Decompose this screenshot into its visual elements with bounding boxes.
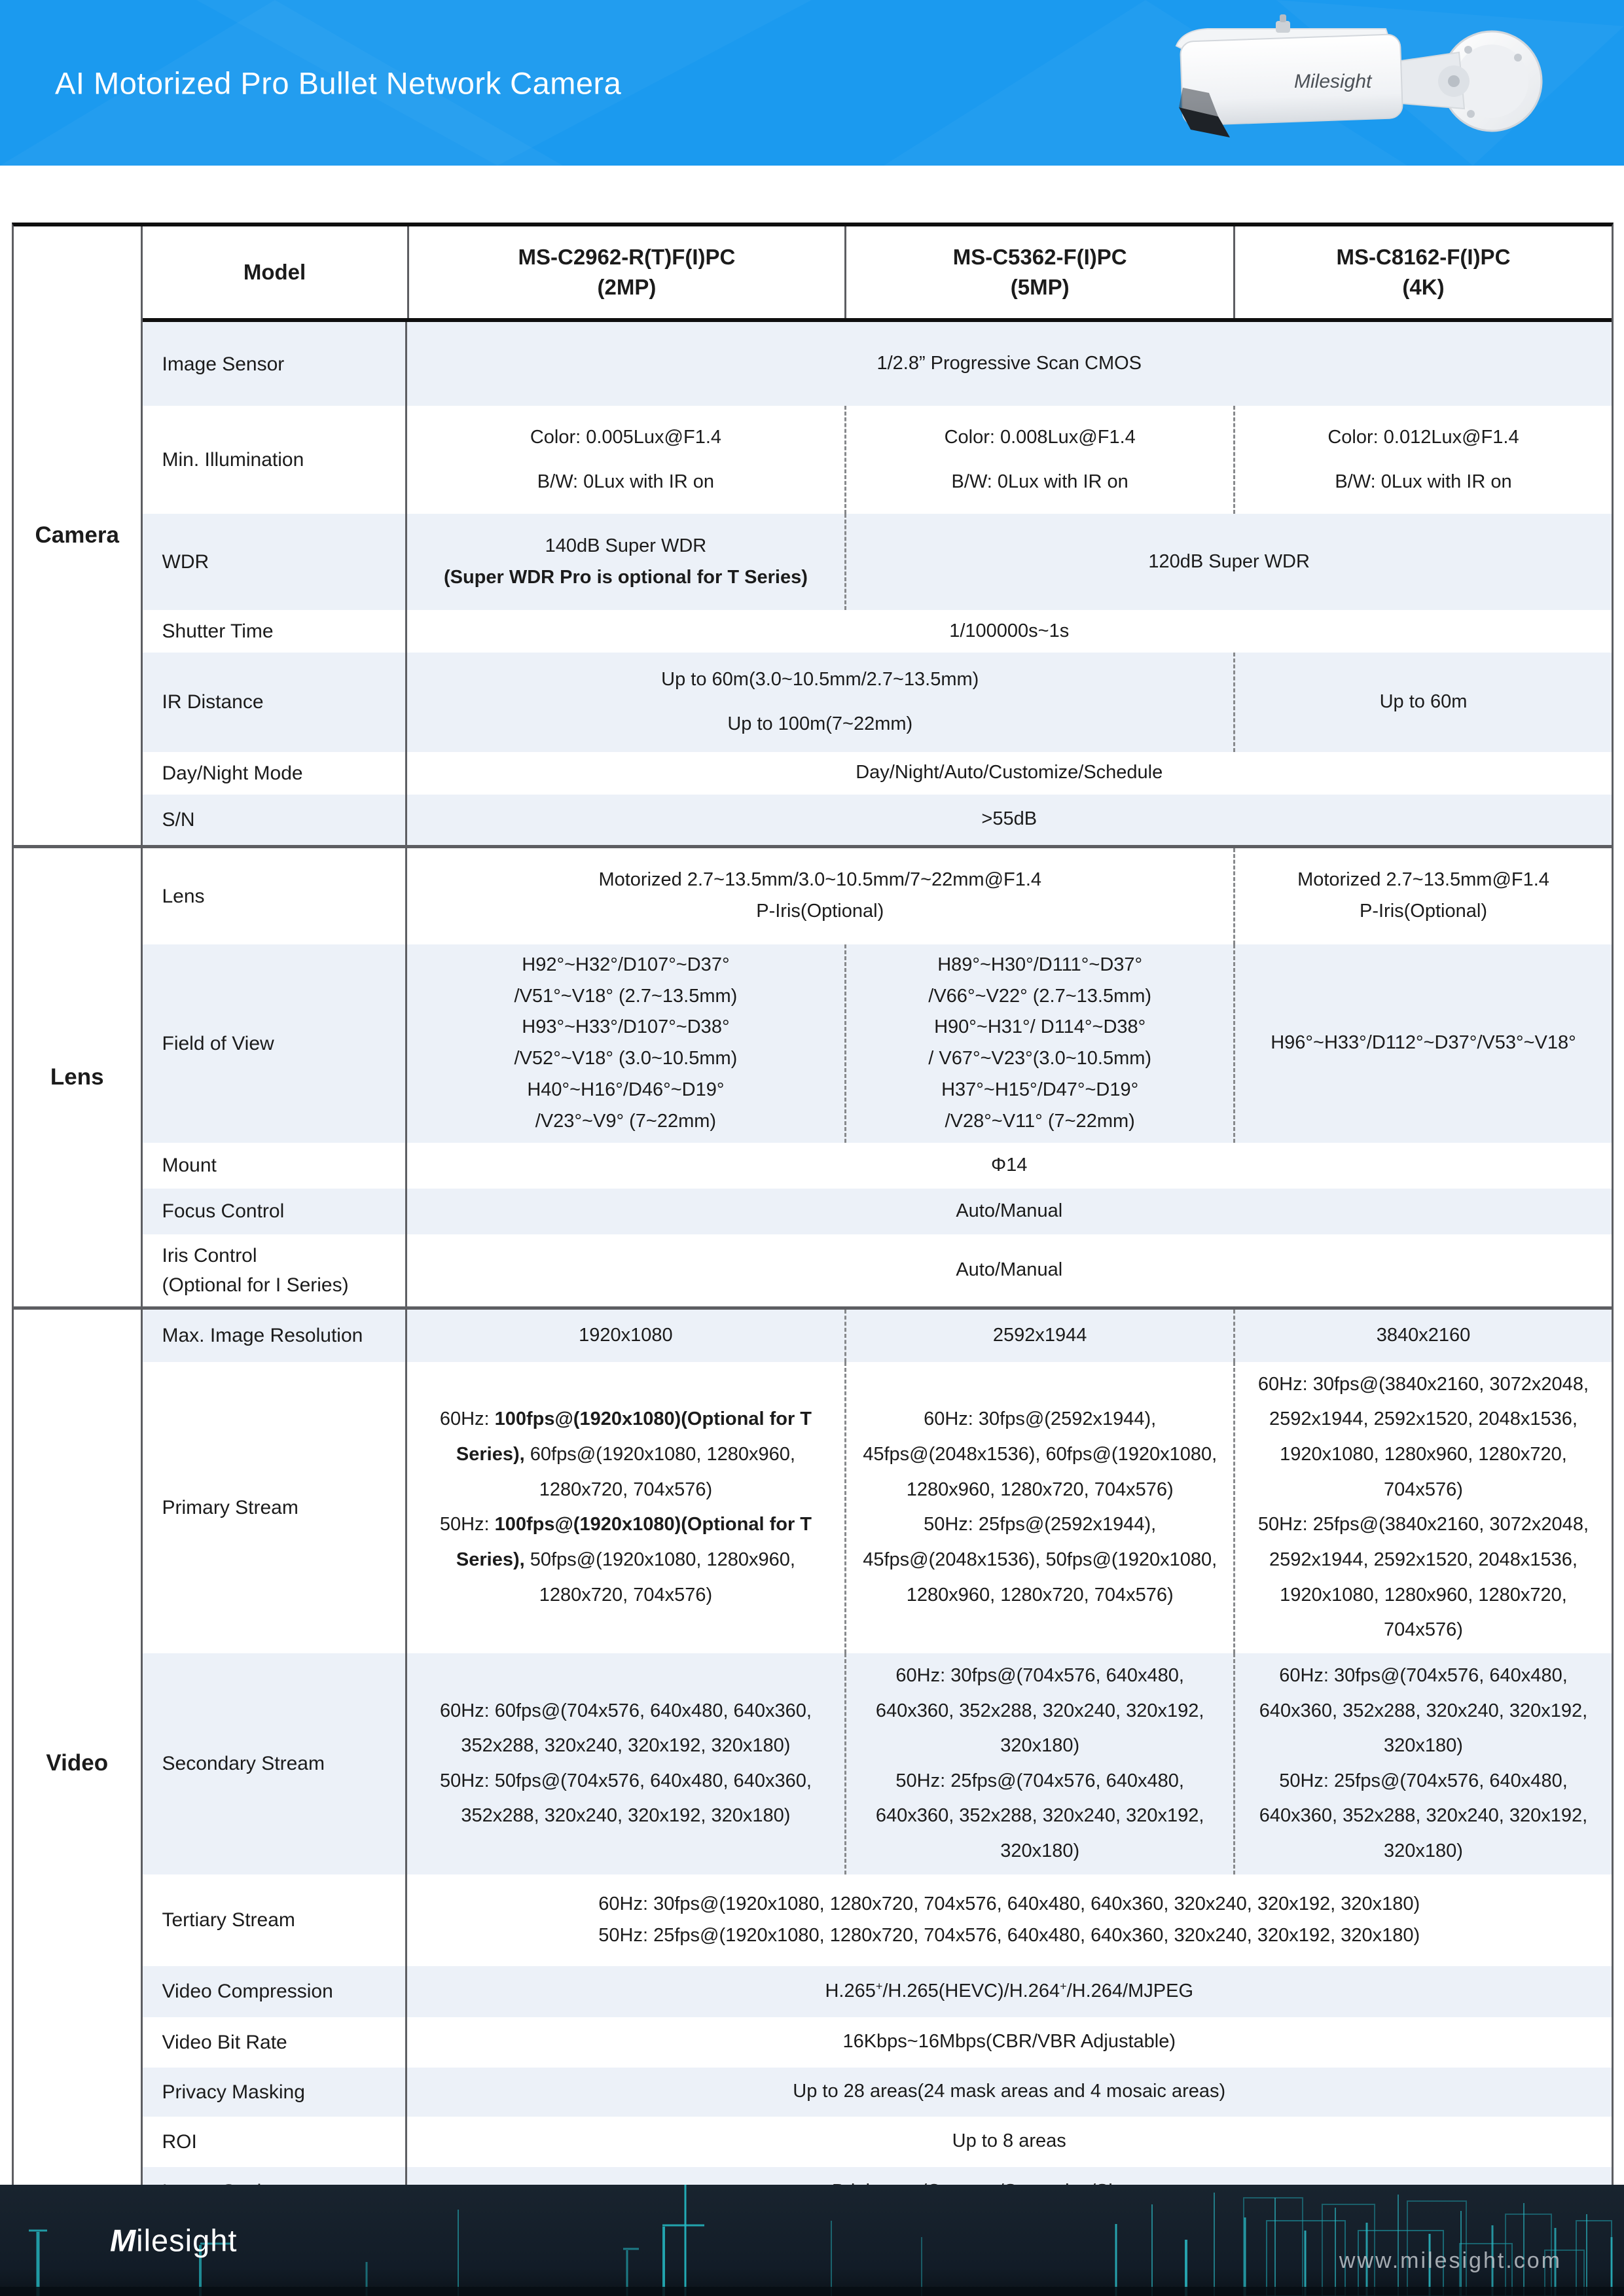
spec-value: 60Hz: 30fps@(704x576, 640x480, 640x360, 352x288, 320x240, 320x192, 320x180) 50Hz: 25fps@(704x576, 640x480, 640x360, 352x288, 320x240, 320x192, 320x180) bbox=[844, 1653, 1233, 1874]
spec-value: Motorized 2.7~13.5mm@F1.4 P-Iris(Optional) bbox=[1233, 848, 1612, 944]
spec-value: 60Hz: 30fps@(1920x1080, 1280x720, 704x576, 640x480, 640x360, 320x240, 320x192, 320x180) 50Hz: 25fps@(1920x1080, 1280x720, 704x576, 640x480, 640x360, 320x240, 320x192, 320x180) bbox=[598, 1893, 1420, 1946]
spec-row bbox=[143, 1874, 1612, 1966]
spec-label: Privacy Masking bbox=[143, 2068, 407, 2117]
section-camera bbox=[14, 226, 1612, 845]
spec-value: Auto/Manual bbox=[956, 1259, 1063, 1280]
spec-row bbox=[143, 1143, 1612, 1189]
spec-value: 2592x1944 bbox=[844, 1310, 1233, 1362]
spec-value: 1920x1080 bbox=[579, 1324, 673, 1346]
spec-label: IR Distance bbox=[143, 653, 407, 752]
spec-value: 1/100000s~1s bbox=[949, 620, 1070, 641]
spec-label: Focus Control bbox=[143, 1189, 407, 1234]
spec-value: Auto/Manual bbox=[956, 1200, 1063, 1221]
spec-value: Up to 28 areas(24 mask areas and 4 mosaic areas) bbox=[793, 2081, 1226, 2102]
section-lens-rows bbox=[143, 848, 1612, 1306]
section-label-video: Video bbox=[14, 1310, 143, 2217]
spec-label: Video Compression bbox=[143, 1966, 407, 2017]
spec-row bbox=[143, 1966, 1612, 2017]
spec-label: Shutter Time bbox=[143, 610, 407, 653]
section-video-rows bbox=[143, 1310, 1612, 2217]
camera-body-brand-text: Milesight bbox=[1294, 71, 1372, 92]
spec-label: Field of View bbox=[143, 944, 407, 1143]
spec-label: Min. Illumination bbox=[143, 406, 407, 514]
model-name: MS-C5362-F(I)PC bbox=[952, 244, 1127, 269]
spec-row bbox=[143, 653, 1612, 752]
section-camera-rows bbox=[143, 226, 1612, 845]
spec-value: Color: 0.008Lux@F1.4 B/W: 0Lux with IR on bbox=[844, 406, 1233, 514]
spec-row bbox=[143, 2017, 1612, 2068]
spec-value: 60Hz: 100fps@(1920x1080)(Optional for T Series), 60fps@(1920x1080, 1280x960, 1280x720, 704x576) 50Hz: 100fps@(1920x1080)(Optional for T Series), 50fps@(1920x1080, 1280x960, 1280x720, 704x576) bbox=[439, 1408, 812, 1605]
spec-row bbox=[143, 1310, 1612, 1362]
spec-row bbox=[143, 514, 1612, 610]
spec-row bbox=[143, 610, 1612, 653]
spec-value: Up to 8 areas bbox=[952, 2130, 1066, 2152]
spec-row bbox=[143, 752, 1612, 795]
spec-value: >55dB bbox=[981, 808, 1038, 830]
spec-value: Day/Night/Auto/Customize/Schedule bbox=[856, 762, 1163, 783]
spec-label: Iris Control (Optional for I Series) bbox=[143, 1234, 407, 1306]
spec-value: 140dB Super WDR (Super WDR Pro is optional for T Series) bbox=[443, 535, 808, 588]
spec-row bbox=[143, 1189, 1612, 1234]
model-variant: (2MP) bbox=[597, 275, 657, 299]
website-url[interactable]: www.milesight.com bbox=[1339, 2248, 1562, 2273]
spec-value: H92°~H32°/D107°~D37° /V51°~V18° (2.7~13.5mm) H93°~H33°/D107°~D38° /V52°~V18° (3.0~10.5mm) H40°~H16°/D46°~D19° /V23°~V9° (7~22mm) bbox=[514, 954, 738, 1132]
spec-value: 16Kbps~16Mbps(CBR/VBR Adjustable) bbox=[842, 2031, 1176, 2053]
spec-table bbox=[12, 223, 1614, 2219]
footer-brand-logo: Milesight bbox=[110, 2223, 238, 2258]
spec-row bbox=[143, 1234, 1612, 1306]
spec-label: S/N bbox=[143, 795, 407, 845]
table-header-row bbox=[143, 226, 1612, 322]
spec-value: 1/2.8” Progressive Scan CMOS bbox=[876, 353, 1142, 374]
spec-label: Max. Image Resolution bbox=[143, 1310, 407, 1362]
spec-value: Color: 0.005Lux@F1.4 B/W: 0Lux with IR on bbox=[530, 426, 722, 492]
spec-value: 60Hz: 30fps@(2592x1944), 45fps@(2048x1536), 60fps@(1920x1080, 1280x960, 1280x720, 704x576) 50Hz: 25fps@(2592x1944), 45fps@(2048x1536), 50fps@(1920x1080, 1280x960, 1280x720, 704x576) bbox=[844, 1362, 1233, 1653]
header-band bbox=[0, 0, 1624, 166]
spec-label: Secondary Stream bbox=[143, 1653, 407, 1874]
spec-row bbox=[143, 322, 1612, 406]
spec-label: Primary Stream bbox=[143, 1362, 407, 1653]
spec-value: 3840x2160 bbox=[1233, 1310, 1612, 1362]
spec-value: H89°~H30°/D111°~D37° /V66°~V22° (2.7~13.5mm) H90°~H31°/ D114°~D38° / V67°~V23°(3.0~10.5mm) H37°~H15°/D47°~D19° /V28°~V11° (7~22mm) bbox=[844, 944, 1233, 1143]
spec-row bbox=[143, 2068, 1612, 2117]
section-lens bbox=[14, 845, 1612, 1306]
spec-label: WDR bbox=[143, 514, 407, 610]
spec-value: H96°~H33°/D112°~D37°/V53°~V18° bbox=[1233, 944, 1612, 1143]
spec-label: Tertiary Stream bbox=[143, 1874, 407, 1966]
model-header-2mp bbox=[407, 226, 845, 318]
footer bbox=[0, 2185, 1624, 2296]
spec-label: ROI bbox=[143, 2117, 407, 2167]
spec-label: Day/Night Mode bbox=[143, 752, 407, 795]
model-name: MS-C2962-R(T)F(I)PC bbox=[518, 244, 736, 269]
spec-value: Up to 60m bbox=[1233, 653, 1612, 752]
model-header-4k bbox=[1233, 226, 1612, 318]
section-label-lens: Lens bbox=[14, 848, 143, 1306]
spec-value: Motorized 2.7~13.5mm/3.0~10.5mm/7~22mm@F1.4 P-Iris(Optional) bbox=[598, 869, 1042, 922]
spec-row bbox=[143, 848, 1612, 944]
section-label-camera: Camera bbox=[14, 226, 143, 845]
page-title: AI Motorized Pro Bullet Network Camera bbox=[55, 65, 622, 100]
spec-row bbox=[143, 795, 1612, 845]
spec-value: Up to 60m(3.0~10.5mm/2.7~13.5mm) Up to 100m(7~22mm) bbox=[661, 669, 979, 734]
spec-label: Video Bit Rate bbox=[143, 2017, 407, 2068]
spec-value: Φ14 bbox=[991, 1154, 1028, 1175]
spec-row bbox=[143, 2117, 1612, 2167]
spec-label: Mount bbox=[143, 1143, 407, 1189]
spec-label: Image Sensor bbox=[143, 322, 407, 406]
model-name: MS-C8162-F(I)PC bbox=[1336, 244, 1511, 269]
model-column-header: Model bbox=[243, 259, 306, 284]
spec-value: Color: 0.012Lux@F1.4 B/W: 0Lux with IR on bbox=[1233, 406, 1612, 514]
model-variant: (4K) bbox=[1402, 275, 1445, 299]
footer-skyline-decoration bbox=[0, 2185, 1624, 2296]
spec-row bbox=[143, 406, 1612, 514]
spec-value: H.265+/H.265(HEVC)/H.264+/H.264/MJPEG bbox=[825, 1979, 1194, 2001]
spec-value: 60Hz: 30fps@(704x576, 640x480, 640x360, 352x288, 320x240, 320x192, 320x180) 50Hz: 25fps@(704x576, 640x480, 640x360, 352x288, 320x240, 320x192, 320x180) bbox=[1233, 1653, 1612, 1874]
model-variant: (5MP) bbox=[1010, 275, 1070, 299]
spec-value: 120dB Super WDR bbox=[844, 514, 1612, 610]
spec-row bbox=[143, 1362, 1612, 1653]
spec-value: 60Hz: 60fps@(704x576, 640x480, 640x360, 352x288, 320x240, 320x192, 320x180) 50Hz: 50fps@(704x576, 640x480, 640x360, 352x288, 320x240, 320x192, 320x180) bbox=[439, 1700, 812, 1827]
spec-value: 60Hz: 30fps@(3840x2160, 3072x2048, 2592x1944, 2592x1520, 2048x1536, 1920x1080, 1280x960, 1280x720, 704x576) 50Hz: 25fps@(3840x2160, 3072x2048, 2592x1944, 2592x1520, 2048x1536, 1920x1080, 1280x960, 1280x720, 704x576) bbox=[1233, 1362, 1612, 1653]
spec-label: Lens bbox=[143, 848, 407, 944]
section-video bbox=[14, 1306, 1612, 2217]
model-header-5mp bbox=[844, 226, 1233, 318]
spec-row bbox=[143, 944, 1612, 1143]
spec-row bbox=[143, 1653, 1612, 1874]
bullet-camera-illustration bbox=[1166, 9, 1545, 156]
